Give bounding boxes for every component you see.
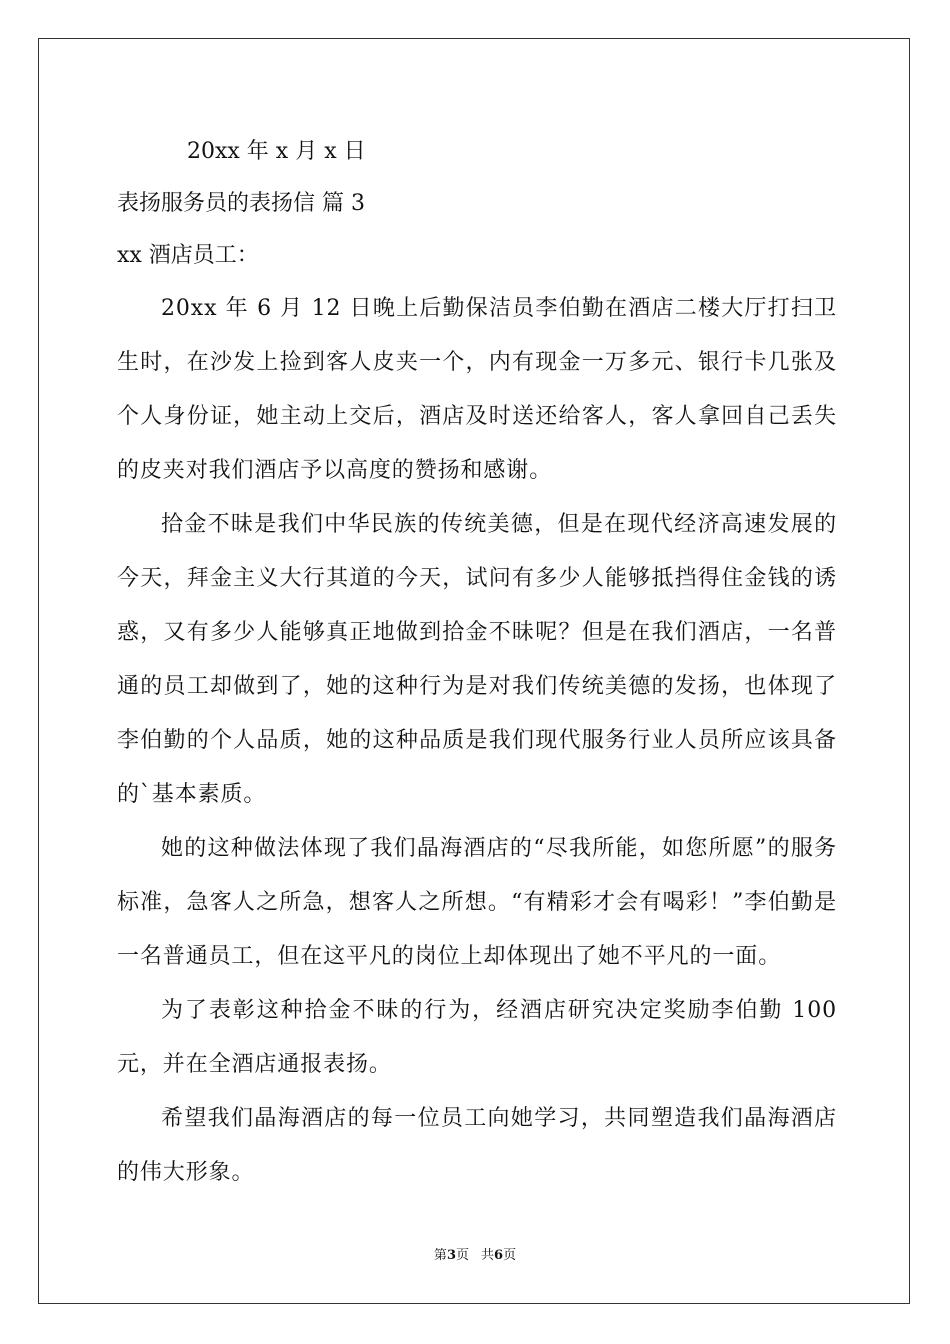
page-suffix: 页: [455, 1248, 469, 1263]
paragraph-4: 为了表彰这种拾金不昧的行为，经酒店研究决定奖励李伯勤 100 元，并在全酒店通报表扬。: [117, 998, 837, 1077]
total-suffix: 页: [503, 1248, 517, 1263]
paragraph-3: 她的这种做法体现了我们晶海酒店的“尽我所能，如您所愿”的服务标准，急客人之所急，想客人之所想。“有精彩才会有喝彩！”李伯勤是一名普通员工，但在这平凡的岗位上却体现出了她不平凡的一面。: [117, 836, 837, 969]
page-total: 6: [494, 1248, 504, 1263]
paragraph-2: 拾金不昧是我们中华民族的传统美德，但是在现代经济高速发展的今天，拜金主义大行其道的今天，试问有多少人能够抵挡得住金钱的诱惑，又有多少人能够真正地做到拾金不昧呢？但是在我们酒店，一名普通的员工却做到了，她的这种行为是对我们传统美德的发扬，也体现了李伯勤的个人品质，她的这种品质是我们现代服务行业人员所应该具备的`基本素质。: [117, 512, 837, 807]
date-line: 20xx 年 x 月 x 日: [187, 139, 366, 164]
page-footer: [0, 1244, 950, 1263]
salutation: xx 酒店员工：: [117, 243, 259, 268]
paragraph-1: 20xx 年 6 月 12 日晚上后勤保洁员李伯勤在酒店二楼大厅打扫卫生时，在沙发上捡到客人皮夹一个，内有现金一万多元、银行卡几张及个人身份证，她主动上交后，酒店及时送还给客人，客人拿回自己丢失的皮夹对我们酒店予以高度的赞扬和感谢。: [117, 296, 837, 483]
paragraph-5: 希望我们晶海酒店的每一位员工向她学习，共同塑造我们晶海酒店的伟大形象。: [117, 1106, 837, 1185]
letter-title: 表扬服务员的表扬信 篇 3: [117, 191, 365, 216]
document-body: [117, 126, 837, 1200]
total-prefix: 共: [481, 1248, 495, 1263]
page-current: 3: [446, 1248, 456, 1263]
page-prefix: 第: [433, 1248, 447, 1263]
